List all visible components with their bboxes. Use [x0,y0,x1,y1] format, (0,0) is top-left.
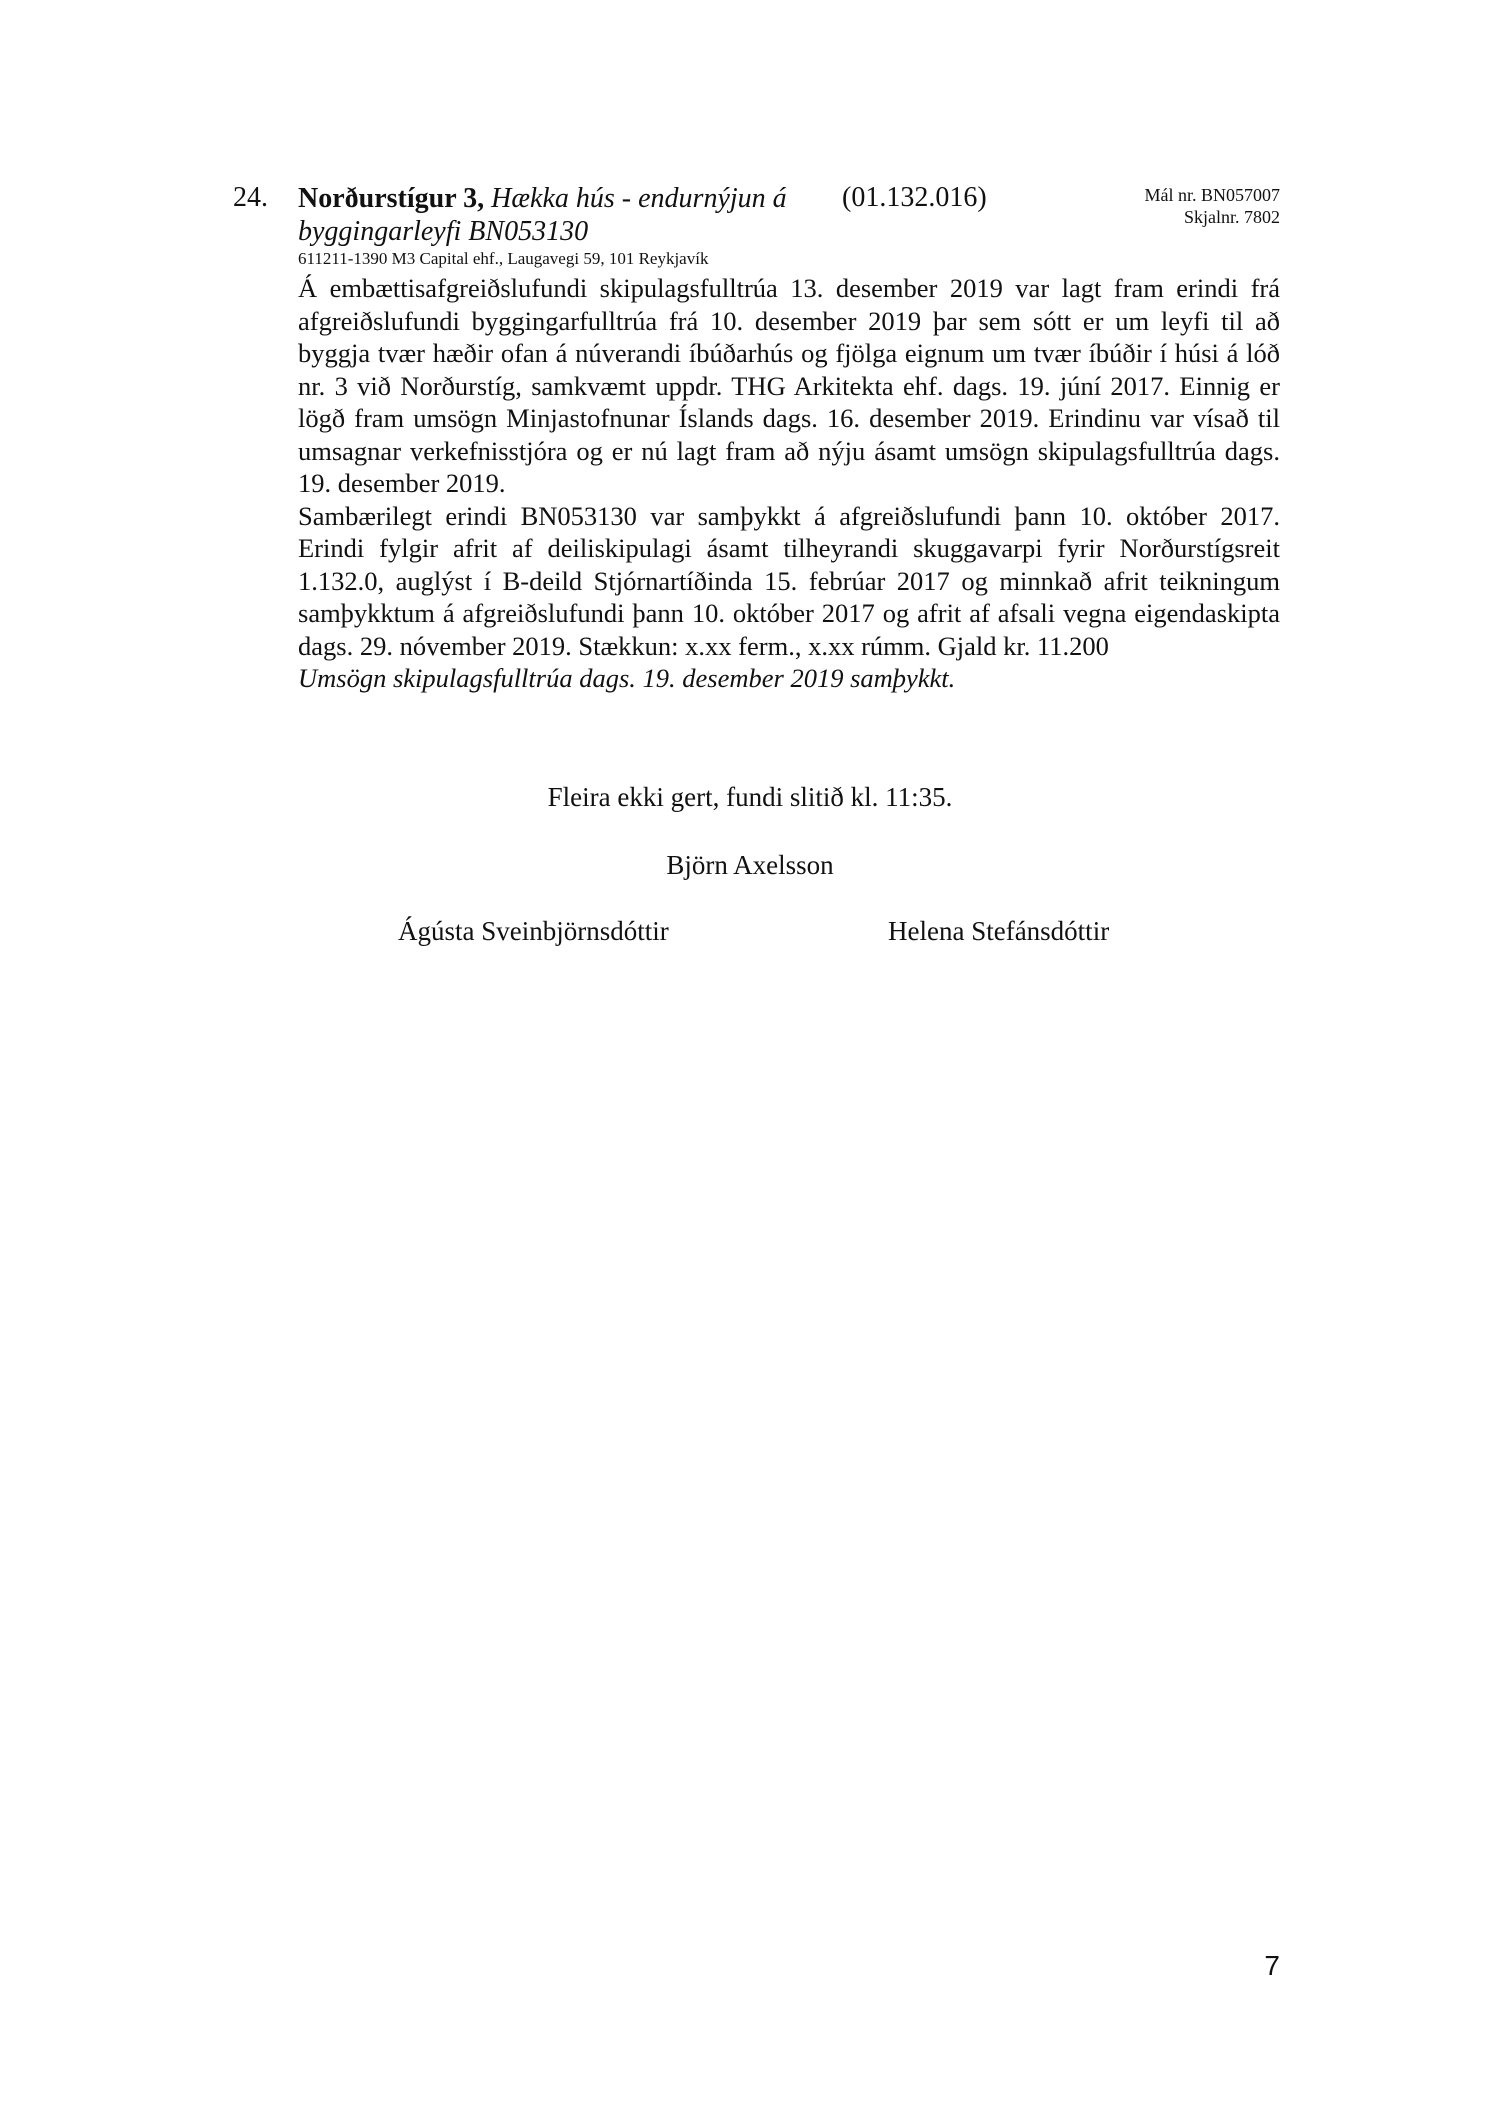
item-body [298,272,1280,695]
signature-chair: Björn Axelsson [666,850,834,880]
page-number: 7 [1264,1950,1280,1981]
item-title [298,182,818,248]
paragraph-1: Á embættisafgreiðslufundi skipulagsfulltrúa 13. desember 2019 var lagt fram erindi frá afgreiðslufundi byggingarfulltrúa frá 10. desember 2019 þar sem sótt er um leyfi til að byggja tvær hæðir ofan á núverandi íbúðarhús og fjölga eignum um tvær íbúðir í húsi á lóð nr. 3 við Norðurstíg, samkvæmt uppdr. THG Arkitekta ehf. dags. 19. júní 2017. Einnig er lögð fram umsögn Minjastofnunar Íslands dags. 16. desember 2019. Erindinu var vísað til umsagnar verkefnisstjóra og er nú lagt fram að nýju ásamt umsögn skipulagsfulltrúa dags. 19. desember 2019. [298,273,1280,498]
case-number: Mál nr. BN057007 [1144,185,1280,205]
signature-right: Helena Stefánsdóttir [888,916,1110,946]
case-meta [1144,184,1280,228]
document-number: Skjalnr. 7802 [1183,207,1280,227]
paragraph-2: Sambærilegt erindi BN053130 var samþykkt á afgreiðslufundi þann 10. október 2017. Erindi fylgir afrit af deiliskipulagi ásamt tilheyrandi skuggavarpi fyrir Norðurstígsreit 1.132.0, auglýst í B-deild Stjórnartíðinda 15. febrúar 2017 og minnkað afrit teikningum samþykktum á afgreiðslufundi þann 10. október 2017 og afrit af afsali vegna eigendaskipta dags. 29. nóvember 2019. Stækkun: x.xx ferm., x.xx rúmm. Gjald kr. 11.200 [298,500,1280,661]
item-street: Norðurstígur 3, [298,183,485,214]
applicant-line: 611211-1390 M3 Capital ehf., Laugavegi 59, 101 Reykjavík [298,249,709,268]
conclusion: Umsögn skipulagsfulltrúa dags. 19. desember 2019 samþykkt. [298,663,956,693]
land-id: (01.132.016) [842,182,987,213]
signature-left: Ágústa Sveinbjörnsdóttir [398,916,669,946]
item-number: 24. [233,182,268,213]
closing-statement: Fleira ekki gert, fundi slitið kl. 11:35. [547,782,953,812]
item-description: Hækka hús - endurnýjun á byggingarleyfi BN053130 [298,183,787,247]
